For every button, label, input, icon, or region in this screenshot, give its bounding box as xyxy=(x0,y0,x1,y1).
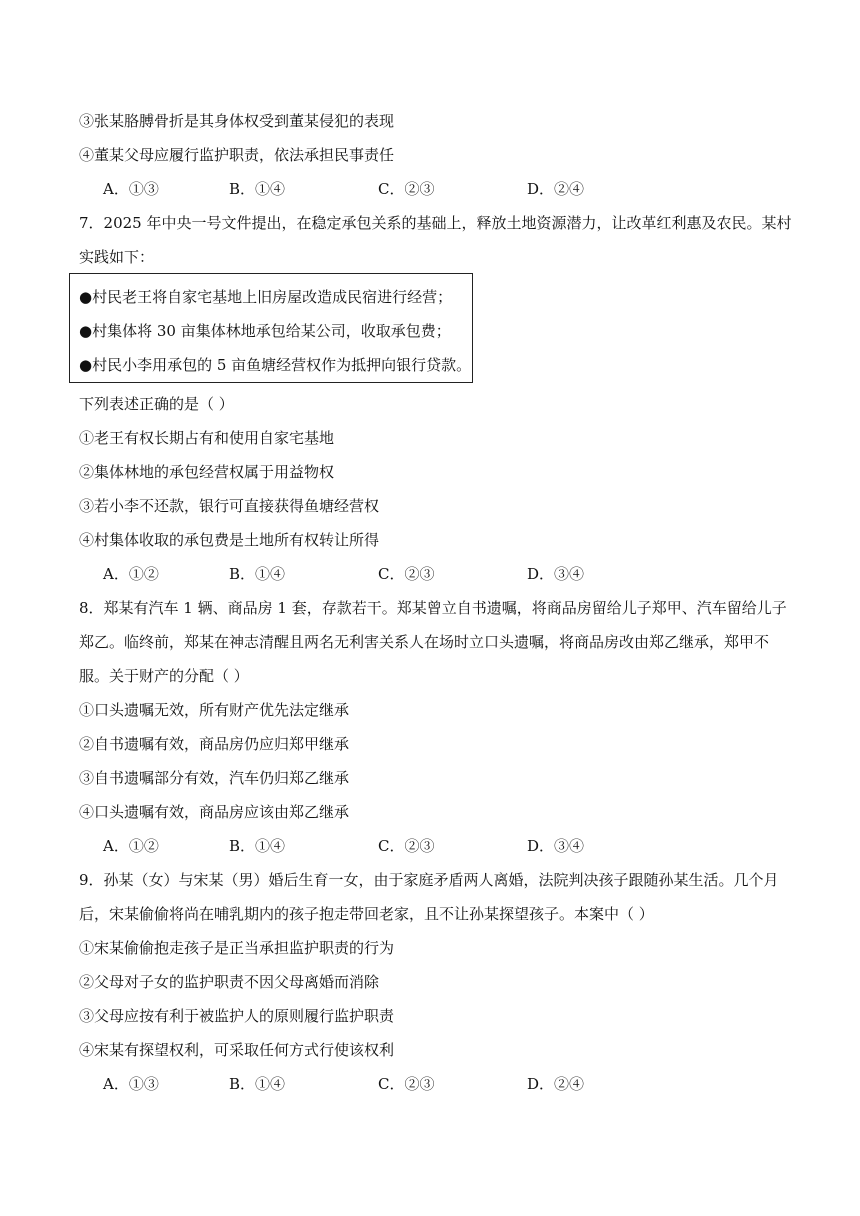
q7-item-4: ④村集体收取的承包费是土地所有权转让所得 xyxy=(79,531,380,549)
q7-option-a: A．①② xyxy=(103,565,159,583)
q9-option-a: A．①③ xyxy=(103,1075,159,1093)
q8-item-1: ①口头遗嘱无效，所有财产优先法定继承 xyxy=(79,701,350,719)
q8-options xyxy=(103,836,703,856)
q6-options xyxy=(103,179,703,199)
q9-option-d: D．②④ xyxy=(527,1075,585,1093)
q8-stem-line-1: 8．郑某有汽车 1 辆、商品房 1 套，存款若干。郑某曾立自书遗嘱，将商品房留给儿子郑甲、汽车留给儿子 xyxy=(79,599,787,617)
q6-option-a: A．①③ xyxy=(103,180,159,198)
q9-option-b: B．①④ xyxy=(229,1075,286,1093)
q7-stem-line-1: 7．2025 年中央一号文件提出，在稳定承包关系的基础上，释放土地资源潜力，让改革红利惠及农民。某村 xyxy=(79,214,792,232)
q8-option-a: A．①② xyxy=(103,837,159,855)
q7-stem-line-2: 实践如下： xyxy=(79,248,155,266)
q7-item-1: ①老王有权长期占有和使用自家宅基地 xyxy=(79,429,335,447)
q7-box-line-2: ●村集体将 30 亩集体林地承包给某公司，收取承包费； xyxy=(79,322,451,340)
q9-item-4: ④宋某有探望权利，可采取任何方式行使该权利 xyxy=(79,1041,395,1059)
q8-item-3: ③自书遗嘱部分有效，汽车仍归郑乙继承 xyxy=(79,769,350,787)
q8-item-2: ②自书遗嘱有效，商品房仍应归郑甲继承 xyxy=(79,735,350,753)
q8-option-d: D．③④ xyxy=(527,837,585,855)
q7-item-3: ③若小李不还款，银行可直接获得鱼塘经营权 xyxy=(79,497,380,515)
q6-option-c: C．②③ xyxy=(378,180,435,198)
q8-option-c: C．②③ xyxy=(378,837,435,855)
q8-stem-line-2: 郑乙。临终前，郑某在神志清醒且两名无利害关系人在场时立口头遗嘱，将商品房改由郑乙继承，郑甲不 xyxy=(79,633,770,651)
q7-prompt: 下列表述正确的是（ ） xyxy=(79,395,234,413)
q9-options xyxy=(103,1074,703,1094)
q8-stem-line-3: 服。关于财产的分配（ ） xyxy=(79,667,249,685)
q8-item-4: ④口头遗嘱有效，商品房应该由郑乙继承 xyxy=(79,803,350,821)
q9-item-3: ③父母应按有利于被监护人的原则履行监护职责 xyxy=(79,1007,395,1025)
q7-box-line-3: ●村民小李用承包的 5 亩鱼塘经营权作为抵押向银行贷款。 xyxy=(79,356,472,374)
q7-option-b: B．①④ xyxy=(229,565,286,583)
q7-option-c: C．②③ xyxy=(378,565,435,583)
q7-item-2: ②集体林地的承包经营权属于用益物权 xyxy=(79,463,335,481)
q9-stem-line-2: 后，宋某偷偷将尚在哺乳期内的孩子抱走带回老家，且不让孙某探望孩子。本案中（ ） xyxy=(79,905,654,923)
q6-item-3: ③张某胳膊骨折是其身体权受到董某侵犯的表现 xyxy=(79,112,395,130)
q9-item-2: ②父母对子女的监护职责不因父母离婚而消除 xyxy=(79,973,380,991)
q7-case-box xyxy=(69,273,473,383)
q9-item-1: ①宋某偷偷抱走孩子是正当承担监护职责的行为 xyxy=(79,939,395,957)
q6-option-d: D．②④ xyxy=(527,180,585,198)
q7-box-line-1: ●村民老王将自家宅基地上旧房屋改造成民宿进行经营； xyxy=(79,288,453,306)
q7-options xyxy=(103,564,703,584)
q6-option-b: B．①④ xyxy=(229,180,286,198)
q6-item-4: ④董某父母应履行监护职责，依法承担民事责任 xyxy=(79,146,395,164)
q8-option-b: B．①④ xyxy=(229,837,286,855)
q9-option-c: C．②③ xyxy=(378,1075,435,1093)
q9-stem-line-1: 9．孙某（女）与宋某（男）婚后生育一女，由于家庭矛盾两人离婚，法院判决孩子跟随孙某生活。几个月 xyxy=(79,871,779,889)
q7-option-d: D．③④ xyxy=(527,565,585,583)
